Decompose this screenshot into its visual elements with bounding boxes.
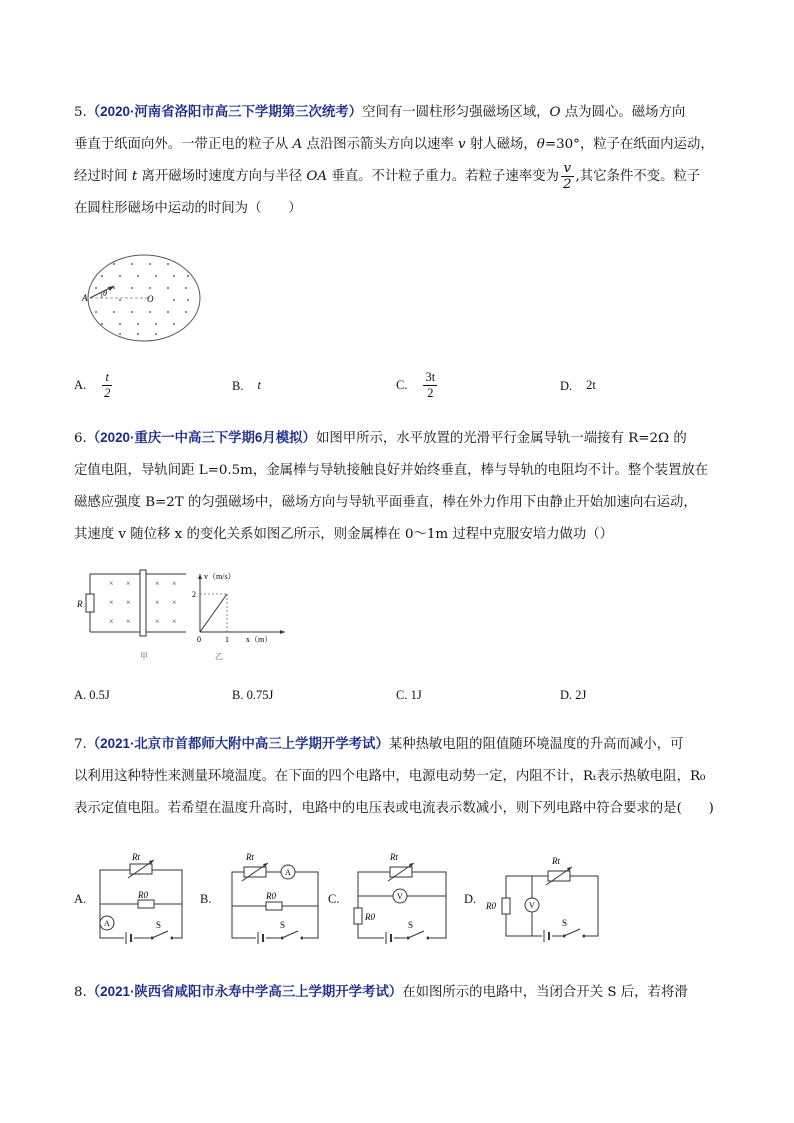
svg-text:×: × — [126, 598, 131, 607]
label-Rt: Rt — [246, 852, 254, 862]
q5-line-4 — [74, 193, 724, 225]
frac-numerator: t — [102, 370, 112, 386]
option-label: B. — [232, 378, 244, 393]
voltmeter-icon: V — [397, 892, 403, 901]
q5-text: ,其它条件不变。粒子 — [575, 169, 701, 184]
q8-source: （2021·陕西省咸阳市永寿中学高三上学期开学考试） — [86, 984, 403, 999]
label-Rt: Rt — [552, 856, 560, 866]
frac-denominator: 2 — [562, 177, 572, 192]
q7-circuit-D — [484, 852, 609, 944]
question-5 — [74, 96, 724, 225]
q5-text: 离开磁场时速度方向与半径 — [137, 169, 307, 184]
q5-option-D[interactable] — [560, 378, 596, 394]
svg-text:×: × — [172, 598, 177, 607]
svg-text:×: × — [172, 617, 177, 626]
q5-number: 5. — [74, 105, 87, 120]
q5-var-v: v — [458, 137, 466, 152]
svg-text:×: × — [109, 617, 114, 626]
x-axis-label: x（m） — [246, 635, 273, 644]
label-S: S — [408, 920, 414, 930]
label-S: S — [562, 918, 568, 928]
metal-rod — [140, 570, 146, 636]
svg-text:×: × — [172, 579, 177, 588]
q5-source: （2020·河南省洛阳市高三下学期第三次统考） — [86, 104, 363, 119]
resistor-R — [86, 594, 94, 612]
svg-text:×: × — [109, 598, 114, 607]
q5-var-theta: θ — [536, 137, 545, 152]
fig-label-O: O — [147, 294, 154, 304]
q6-option-B[interactable]: B. 0.75J — [232, 688, 274, 702]
q5-line-2 — [74, 129, 724, 161]
q7-circuit-C — [346, 850, 456, 945]
q6-rail-figure — [76, 568, 196, 663]
caption-yi: 乙 — [215, 652, 223, 661]
option-fraction — [423, 370, 437, 401]
label-R: R — [77, 599, 83, 609]
fig-label-theta: θ — [103, 289, 107, 298]
q5-text: 点沿图示箭头方向以速率 — [302, 137, 458, 152]
q5-text: 经过时间 — [74, 169, 132, 184]
q7-circuit-B — [218, 850, 328, 945]
q5-fraction — [561, 161, 574, 192]
label-S: S — [156, 920, 162, 930]
q6-source: （2020·重庆一中高三下学期6月模拟） — [86, 430, 316, 445]
q5-option-B[interactable] — [232, 378, 261, 394]
svg-text:×: × — [126, 579, 131, 588]
q7-circuit-A — [90, 850, 190, 945]
label-Rt: Rt — [132, 852, 140, 862]
q7-text: 某种热敏电阻的阻值随环境温度的升高而减小，可 — [388, 737, 684, 752]
q7-option-D[interactable]: D. — [464, 892, 477, 906]
q7-line-1 — [74, 728, 724, 761]
svg-text:×: × — [155, 617, 160, 626]
x-tick: 1 — [225, 635, 229, 644]
svg-text:×: × — [126, 617, 131, 626]
q7-option-C[interactable]: C. — [328, 892, 340, 906]
q7-option-A[interactable]: A. — [74, 892, 87, 906]
q7-number: 7. — [74, 737, 87, 752]
q5-text: 空间有一圆柱形匀强磁场区域， — [362, 105, 550, 120]
option-label: A. — [74, 378, 87, 392]
ammeter-icon: A — [285, 868, 291, 877]
q6-option-C[interactable]: C. 1J — [396, 688, 422, 702]
q5-var-OA: OA — [306, 169, 328, 184]
caption-jia: 甲 — [140, 652, 148, 661]
option-value: t — [257, 378, 261, 392]
q5-text: 在圆柱形磁场中运动的时间为（ ） — [74, 201, 302, 216]
origin-label: 0 — [197, 635, 201, 644]
option-fraction — [102, 370, 112, 401]
option-label: C. — [396, 378, 408, 392]
voltmeter-icon: V — [529, 901, 535, 910]
q6-option-A[interactable]: A. 0.5J — [74, 688, 110, 702]
option-value: 2t — [586, 378, 596, 392]
frac-numerator: 3t — [425, 370, 436, 384]
y-tick: 2 — [192, 590, 196, 599]
q5-option-C[interactable] — [396, 370, 439, 401]
q5-line-3 — [74, 161, 724, 193]
option-label: D. — [560, 378, 573, 393]
label-R0: R0 — [138, 890, 148, 900]
label-Rt: Rt — [390, 852, 398, 862]
svg-text:×: × — [155, 579, 160, 588]
label-R0: R0 — [365, 912, 375, 922]
q5-text: 点为圆心。磁场方向 — [560, 105, 686, 120]
ammeter-icon: A — [104, 919, 110, 928]
svg-text:×: × — [155, 598, 160, 607]
y-axis-label: v（m/s） — [204, 572, 236, 581]
question-7 — [74, 728, 724, 825]
q5-var-O: O — [549, 105, 561, 120]
q5-var-t: t — [131, 169, 138, 184]
question-6 — [74, 422, 724, 551]
q7-line-3: 表示定值电阻。若希望在温度升高时，电路中的电压表或电流表示数减小，则下列电路中符合要求的是( ) — [74, 801, 714, 816]
q5-text: 射人磁场， — [465, 137, 537, 152]
q6-line-2: 定值电阻，导轨间距 L=0.5m，金属棒与导轨接触良好并始终垂直，棒与导轨的电阻均不计。整个装置放在 — [74, 463, 709, 478]
q7-source: （2021·北京市首都师大附中高三上学期开学考试） — [86, 736, 389, 751]
q5-magnetic-field-figure — [80, 254, 210, 354]
field-dots — [95, 263, 189, 335]
svg-text:×: × — [109, 579, 114, 588]
v-x-line — [200, 594, 227, 632]
q6-text: 如图甲所示，水平放置的光滑平行金属导轨一端接有 R=2Ω 的 — [315, 431, 687, 446]
q5-text: 垂直。不计粒子重力。若粒子速率变为 — [327, 169, 559, 184]
q7-line-2: 以利用这种特性来测量环境温度。在下面的四个电路中，电源电动势一定，内阻不计，Rₜ表示热敏电阻，R₀ — [74, 769, 706, 784]
frac-numerator: v — [561, 161, 574, 177]
question-8 — [74, 976, 724, 1009]
q7-option-B[interactable]: B. — [200, 892, 212, 906]
q8-text: 在如图所示的电路中，当闭合开关 S 后，若将滑 — [402, 985, 688, 1000]
q6-line-4: 其速度 v 随位移 x 的变化关系如图乙所示，则金属棒在 0～1m 过程中克服安培力做功（） — [74, 527, 614, 542]
q5-text: =30°，粒子在纸面内运动， — [544, 137, 714, 152]
q5-option-A[interactable] — [74, 370, 114, 401]
q6-velocity-graph — [190, 568, 290, 663]
label-R0: R0 — [486, 901, 496, 911]
q6-line-1 — [74, 422, 724, 455]
q6-line-3: 磁感应强度 B=2T 的匀强磁场中，磁场方向与导轨平面垂直，棒在外力作用下由静止开始加速向右运动， — [74, 495, 697, 510]
label-R0: R0 — [266, 891, 276, 901]
frac-denominator: 2 — [104, 386, 111, 400]
q5-line-1 — [74, 96, 724, 129]
q6-option-D[interactable]: D. 2J — [560, 688, 587, 702]
fig-label-A: A — [82, 293, 88, 303]
q8-number: 8. — [74, 985, 87, 1000]
q6-number: 6. — [74, 431, 87, 446]
frac-denominator: 2 — [427, 386, 434, 400]
q5-var-A: A — [292, 137, 303, 152]
q8-line-1 — [74, 976, 724, 1009]
label-S: S — [280, 920, 286, 930]
q5-text: 垂直于纸面向外。一带正电的粒子从 — [74, 137, 293, 152]
